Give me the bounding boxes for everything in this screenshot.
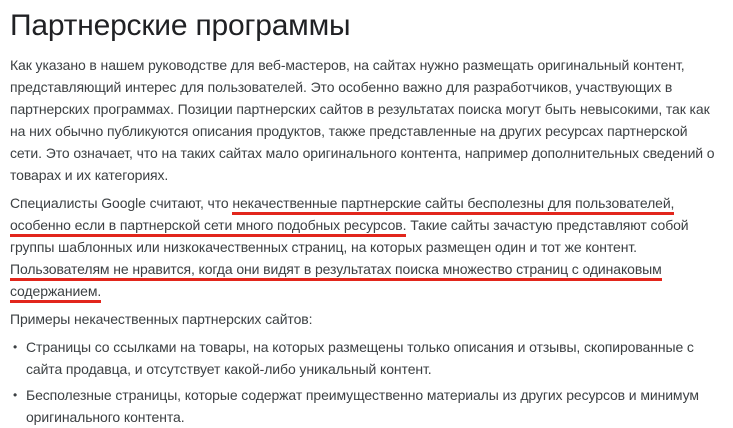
page-title: Партнерские программы <box>10 9 351 42</box>
paragraph-intro: Как указано в нашем руководстве для веб-мастеров, на сайтах нужно размещать оригинальный контент, представляющий интерес для пользователей. Это особенно важно для разработчиков, участвующих в партнерских программах. Позиции партнерских сайтов в результатах поиска могут быть невысокими, так как на них обычно публикуются описания продуктов, также представленные на других ресурсах партнерской сети. Это означает, что на таких сайтах мало оригинального контента, например дополнительных сведений о товарах и их категориях. <box>10 57 715 183</box>
list-item-text: Бесполезные страницы, которые содержат преимущественно материалы из других ресурсов и минимум оригинального контента. <box>26 387 699 425</box>
text-segment: Специалисты Google считают, что <box>10 195 233 211</box>
paragraph-google-opinion <box>10 192 723 302</box>
bullet-icon: • <box>13 340 18 354</box>
list-item <box>10 384 723 428</box>
bullet-icon: • <box>13 388 18 402</box>
list-item-text: Страницы со ссылками на товары, на которых размещены только описания и отзывы, скопированные с сайта продавца, и отсутствует какой-либо уникальный контент. <box>26 339 694 377</box>
bad-affiliate-examples-list <box>10 336 723 428</box>
list-intro: Примеры некачественных партнерских сайтов: <box>10 311 313 327</box>
text-segment: Такие сайты зачастую представляют собой группы шаблонных или низкокачественных страниц, на которых размещен один и тот же контент. <box>10 217 689 255</box>
red-underlined-segment: некачественные партнерские сайты бесполезны для пользователей, особенно если в партнерской сети много подобных ресурсов. <box>10 195 674 237</box>
red-underlined-segment: Пользователям не нравится, когда они видят в результатах поиска множество страниц с одинаковым содержанием. <box>10 261 662 303</box>
list-item <box>10 336 723 380</box>
